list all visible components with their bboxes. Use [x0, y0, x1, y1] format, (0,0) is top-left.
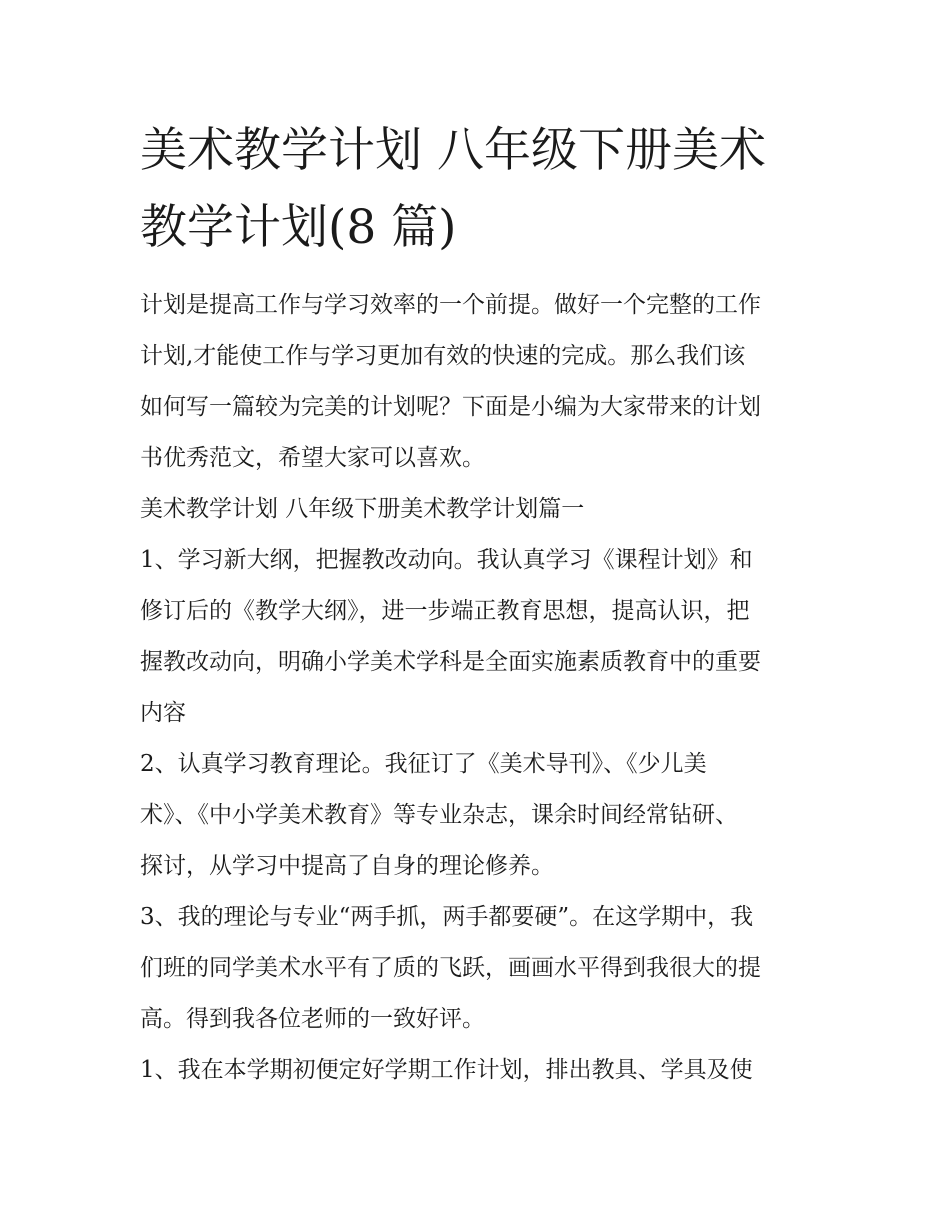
paragraph-item-1 [140, 535, 820, 739]
title-line: 美术教学计划 八年级下册美术 [140, 123, 766, 178]
text-line: 计划,才能使工作与学习更加有效的快速的完成。那么我们该 [140, 343, 746, 369]
text-line: 如何写一篇较为完美的计划呢？下面是小编为大家带来的计划 [140, 394, 761, 420]
paragraph-item-3 [140, 892, 820, 1045]
document-page [140, 112, 820, 1096]
text-line: 1、我在本学期初便定好学期工作计划，排出教具、学具及使 [140, 1057, 753, 1083]
text-line: 握教改动向，明确小学美术学科是全面实施素质教育中的重要 [140, 649, 761, 675]
text-line: 修订后的《教学大纲》，进一步端正教育思想，提高认识，把 [140, 598, 750, 624]
text-line: 书优秀范文，希望大家可以喜欢。 [140, 445, 485, 471]
intro-paragraph [140, 280, 820, 484]
text-line: 内容 [140, 700, 186, 726]
text-line: 3、我的理论与专业“两手抓，两手都要硬”。在这学期中，我 [140, 904, 754, 930]
text-line: 高。得到我各位老师的一致好评。 [140, 1006, 485, 1032]
text-line: 术》、《中小学美术教育》等专业杂志，课余时间经常钻研、 [140, 802, 738, 828]
text-line: 们班的同学美术水平有了质的飞跃，画画水平得到我很大的提 [140, 955, 761, 981]
text-line: 计划是提高工作与学习效率的一个前提。做好一个完整的工作 [140, 292, 761, 318]
text-line: 美术教学计划 八年级下册美术教学计划篇一 [140, 496, 585, 522]
text-line: 探讨，从学习中提高了自身的理论修养。 [140, 853, 554, 879]
paragraph-item-2 [140, 739, 820, 892]
document-title [140, 112, 820, 266]
text-line: 2、认真学习教育理论。我征订了《美术导刊》、《少儿美 [140, 751, 707, 777]
paragraph-item-4 [140, 1045, 820, 1096]
text-line: 1、学习新大纲，把握教改动向。我认真学习《课程计划》和 [140, 547, 753, 573]
title-line: 教学计划(8 篇) [140, 200, 457, 255]
section-heading [140, 484, 820, 535]
